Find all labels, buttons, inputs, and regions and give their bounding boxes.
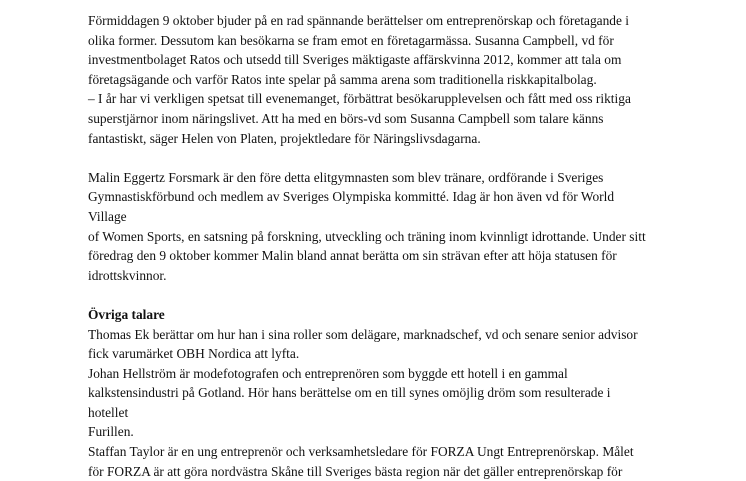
speaker-line: kalkstensindustri på Gotland. Hör hans berättelse om en till synes omöjlig dröm som resulterade i hotellet [88, 383, 648, 422]
text-line: föredrag den 9 oktober kommer Malin bland annat berätta om sin strävan efter att höja statusen för [88, 246, 648, 266]
document-body [88, 11, 648, 481]
paragraph-spacer [88, 148, 648, 168]
speaker-line: för FORZA är att göra nordvästra Skåne till Sveriges bästa region när det gäller entreprenörskap för [88, 462, 648, 481]
speakers-list [88, 325, 648, 481]
quote-line: – I år har vi verkligen spetsat till evenemanget, förbättrat besökarupplevelsen och fått med oss riktiga [88, 89, 648, 109]
text-line: investmentbolaget Ratos och utsedd till Sveriges mäktigaste affärskvinna 2012, kommer att tala om [88, 50, 648, 70]
section-heading: Övriga talare [88, 305, 648, 325]
text-line: idrottskvinnor. [88, 266, 648, 286]
text-line: olika former. Dessutom kan besökarna se fram emot en företagarmässa. Susanna Campbell, vd för [88, 31, 648, 51]
intro-paragraph [88, 11, 648, 148]
text-line: Förmiddagen 9 oktober bjuder på en rad spännande berättelser om entreprenörskap och företagande i [88, 11, 648, 31]
text-line: Malin Eggertz Forsmark är den före detta elitgymnasten som blev tränare, ordförande i Sveriges [88, 168, 648, 188]
speaker-line: Johan Hellström är modefotografen och entreprenören som byggde ett hotell i en gammal [88, 364, 648, 384]
quote-line: fantastiskt, säger Helen von Platen, projektledare för Näringslivsdagarna. [88, 129, 648, 149]
speaker-line: fick varumärket OBH Nordica att lyfta. [88, 344, 648, 364]
speaker-line: Staffan Taylor är en ung entreprenör och verksamhetsledare för FORZA Ungt Entreprenörskap. Målet [88, 442, 648, 462]
paragraph-spacer [88, 285, 648, 305]
quote-line: superstjärnor inom näringslivet. Att ha med en börs-vd som Susanna Campbell som talare känns [88, 109, 648, 129]
speaker-line: Thomas Ek berättar om hur han i sina roller som delägare, marknadschef, vd och senare senior advisor [88, 325, 648, 345]
malin-paragraph [88, 168, 648, 286]
speaker-line: Furillen. [88, 422, 648, 442]
text-line: of Women Sports, en satsning på forskning, utveckling och träning inom kvinnligt idrottande. Under sitt [88, 227, 648, 247]
text-line: företagsägande och varför Ratos inte spelar på samma arena som traditionella riskkapitalbolag. [88, 70, 648, 90]
text-line: Gymnastiskförbund och medlem av Sveriges Olympiska kommitté. Idag är hon även vd för World Village [88, 187, 648, 226]
